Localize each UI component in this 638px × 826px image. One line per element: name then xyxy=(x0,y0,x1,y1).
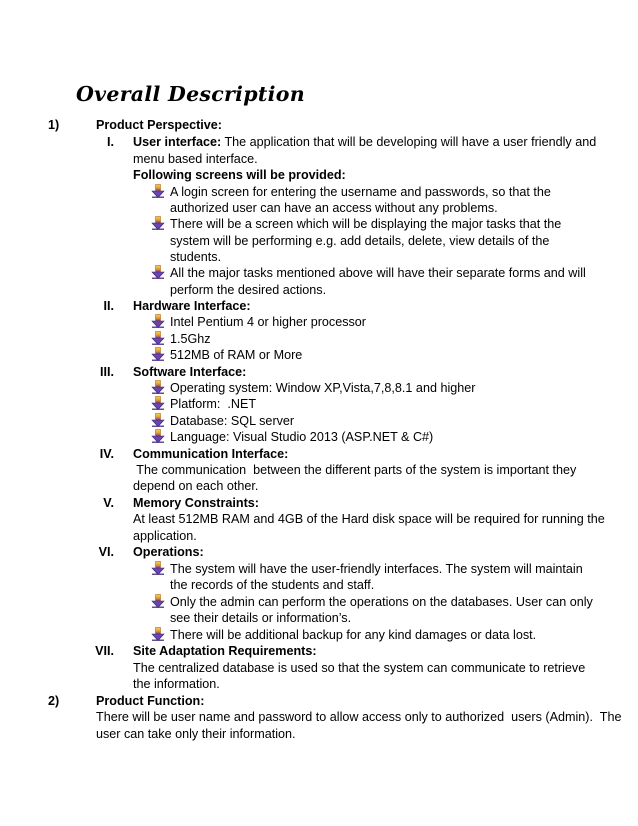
item-label: Hardware Interface: xyxy=(133,299,251,313)
item-label: Software Interface: xyxy=(133,365,247,379)
bullet-text: see their details or information’s. xyxy=(170,611,352,625)
item-text-line: the information. xyxy=(133,677,220,691)
bullet-text: Database: SQL server xyxy=(170,414,295,428)
bullet-text: 512MB of RAM or More xyxy=(170,348,303,362)
section-heading: Product Perspective: xyxy=(96,118,222,132)
bullet-text: authorized user can have an access without any problems. xyxy=(170,201,498,215)
down-arrow-bullet-icon xyxy=(151,429,165,443)
bullet-text: Platform: .NET xyxy=(170,397,257,411)
item-label: Operations: xyxy=(133,545,204,559)
item-numeral: II. xyxy=(103,299,114,313)
bullet-text: 1.5Ghz xyxy=(170,332,211,346)
down-arrow-bullet-icon xyxy=(151,380,165,394)
item-numeral: I. xyxy=(107,135,114,149)
bullet-text: Only the admin can perform the operations on the databases. User can only xyxy=(170,595,593,609)
bullet-text: perform the desired actions. xyxy=(170,283,327,297)
item-label: User interface: xyxy=(133,135,222,149)
section-number: 1) xyxy=(48,118,60,132)
bullet-text: Language: Visual Studio 2013 (ASP.NET & C#) xyxy=(170,430,434,444)
down-arrow-bullet-icon xyxy=(151,331,165,345)
item-numeral: V. xyxy=(103,496,114,510)
item-label: Memory Constraints: xyxy=(133,496,259,510)
bullet-text: Intel Pentium 4 or higher processor xyxy=(170,315,367,329)
bullet-text: system will be performing e.g. add details, delete, view details of the xyxy=(170,234,550,248)
item-text-line: The centralized database is used so that the system can communicate to retrieve xyxy=(133,661,586,675)
down-arrow-bullet-icon xyxy=(151,413,165,427)
down-arrow-bullet-icon xyxy=(151,265,165,279)
section-text-line: user can take only their information. xyxy=(96,727,296,741)
down-arrow-bullet-icon xyxy=(151,627,165,641)
bullet-text: A login screen for entering the username and passwords, so that the xyxy=(170,185,551,199)
item-text-line: The application that will be developing will have a user friendly and xyxy=(221,135,597,149)
bullet-text: There will be additional backup for any kind damages or data lost. xyxy=(170,628,537,642)
item-numeral: VI. xyxy=(98,545,114,559)
item-label: Site Adaptation Requirements: xyxy=(133,644,317,658)
down-arrow-bullet-icon xyxy=(151,396,165,410)
bullet-text: students. xyxy=(170,250,222,264)
item-text-line: At least 512MB RAM and 4GB of the Hard disk space will be required for running the xyxy=(133,512,605,526)
item-text xyxy=(133,134,596,150)
section-text-line: There will be user name and password to allow access only to authorized users (Admin). The xyxy=(96,710,622,724)
item-label: Communication Interface: xyxy=(133,447,289,461)
bullet-text: Operating system: Window XP,Vista,7,8,8.1 and higher xyxy=(170,381,476,395)
down-arrow-bullet-icon xyxy=(151,561,165,575)
down-arrow-bullet-icon xyxy=(151,314,165,328)
item-numeral: III. xyxy=(100,365,114,379)
bullet-text: All the major tasks mentioned above will have their separate forms and will xyxy=(170,266,586,280)
subheading: Following screens will be provided: xyxy=(133,168,346,182)
down-arrow-bullet-icon xyxy=(151,184,165,198)
item-numeral: VII. xyxy=(95,644,114,658)
section-number: 2) xyxy=(48,694,60,708)
down-arrow-bullet-icon xyxy=(151,216,165,230)
item-text-line: depend on each other. xyxy=(133,479,259,493)
down-arrow-bullet-icon xyxy=(151,594,165,608)
page-title: Overall Description xyxy=(76,82,305,106)
down-arrow-bullet-icon xyxy=(151,347,165,361)
bullet-text: The system will have the user-friendly interfaces. The system will maintain xyxy=(170,562,583,576)
item-text-line: menu based interface. xyxy=(133,152,258,166)
bullet-text: the records of the students and staff. xyxy=(170,578,375,592)
bullet-text: There will be a screen which will be displaying the major tasks that the xyxy=(170,217,562,231)
item-numeral: IV. xyxy=(99,447,114,461)
item-text-line: The communication between the different parts of the system is important they xyxy=(133,463,577,477)
item-text-line: application. xyxy=(133,529,197,543)
section-heading: Product Function: xyxy=(96,694,205,708)
